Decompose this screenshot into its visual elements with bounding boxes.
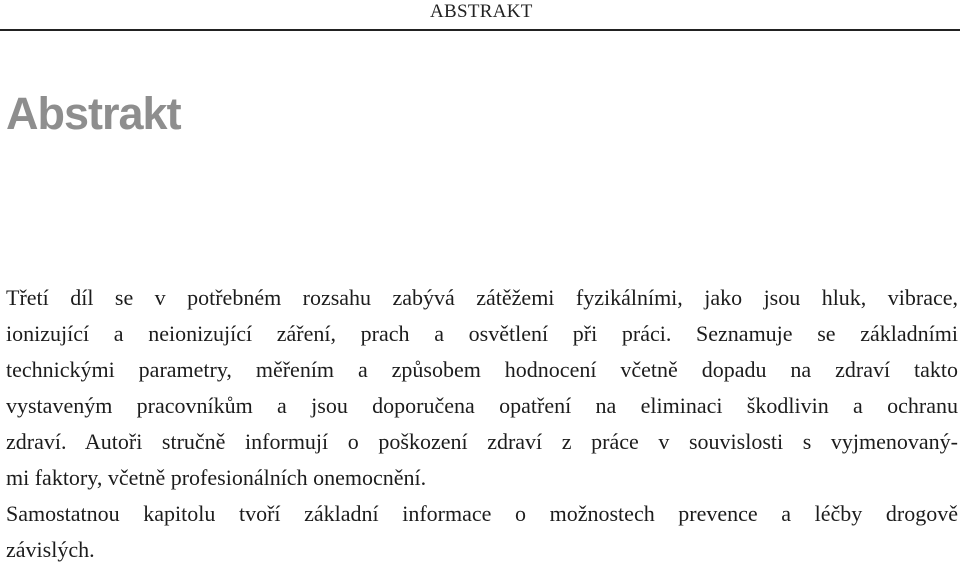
text-line: mi faktory, včetně profesionálních onemocnění.: [6, 465, 427, 490]
running-head: ABSTRAKT: [430, 1, 533, 22]
text-line: vystaveným pracovníkům a jsou doporučena opatření na eliminaci škodlivin a ochranu: [6, 393, 958, 418]
page-header: [0, 0, 960, 31]
text-line: ionizující a neionizující záření, prach a osvětlení při práci. Seznamuje se základními: [6, 321, 958, 346]
abstract-paragraph-2: [6, 496, 958, 568]
text-line: zdraví. Autoři stručně informují o poškození zdraví z práce v souvislosti s vyjmenovaný-: [6, 429, 958, 454]
text-line: Samostatnou kapitolu tvoří základní informace o možnostech prevence a léčby drogově: [6, 501, 958, 526]
text-line: Třetí díl se v potřebném rozsahu zabývá zátěžemi fyzikálními, jako jsou hluk, vibrace,: [6, 285, 958, 310]
page-title: Abstrakt: [6, 88, 181, 139]
text-line: závislých.: [6, 537, 95, 562]
text-line: technickými parametry, měřením a způsobem hodnocení včetně dopadu na zdraví takto: [6, 357, 958, 382]
abstract-body: [6, 280, 958, 568]
abstract-paragraph-1: [6, 280, 958, 496]
